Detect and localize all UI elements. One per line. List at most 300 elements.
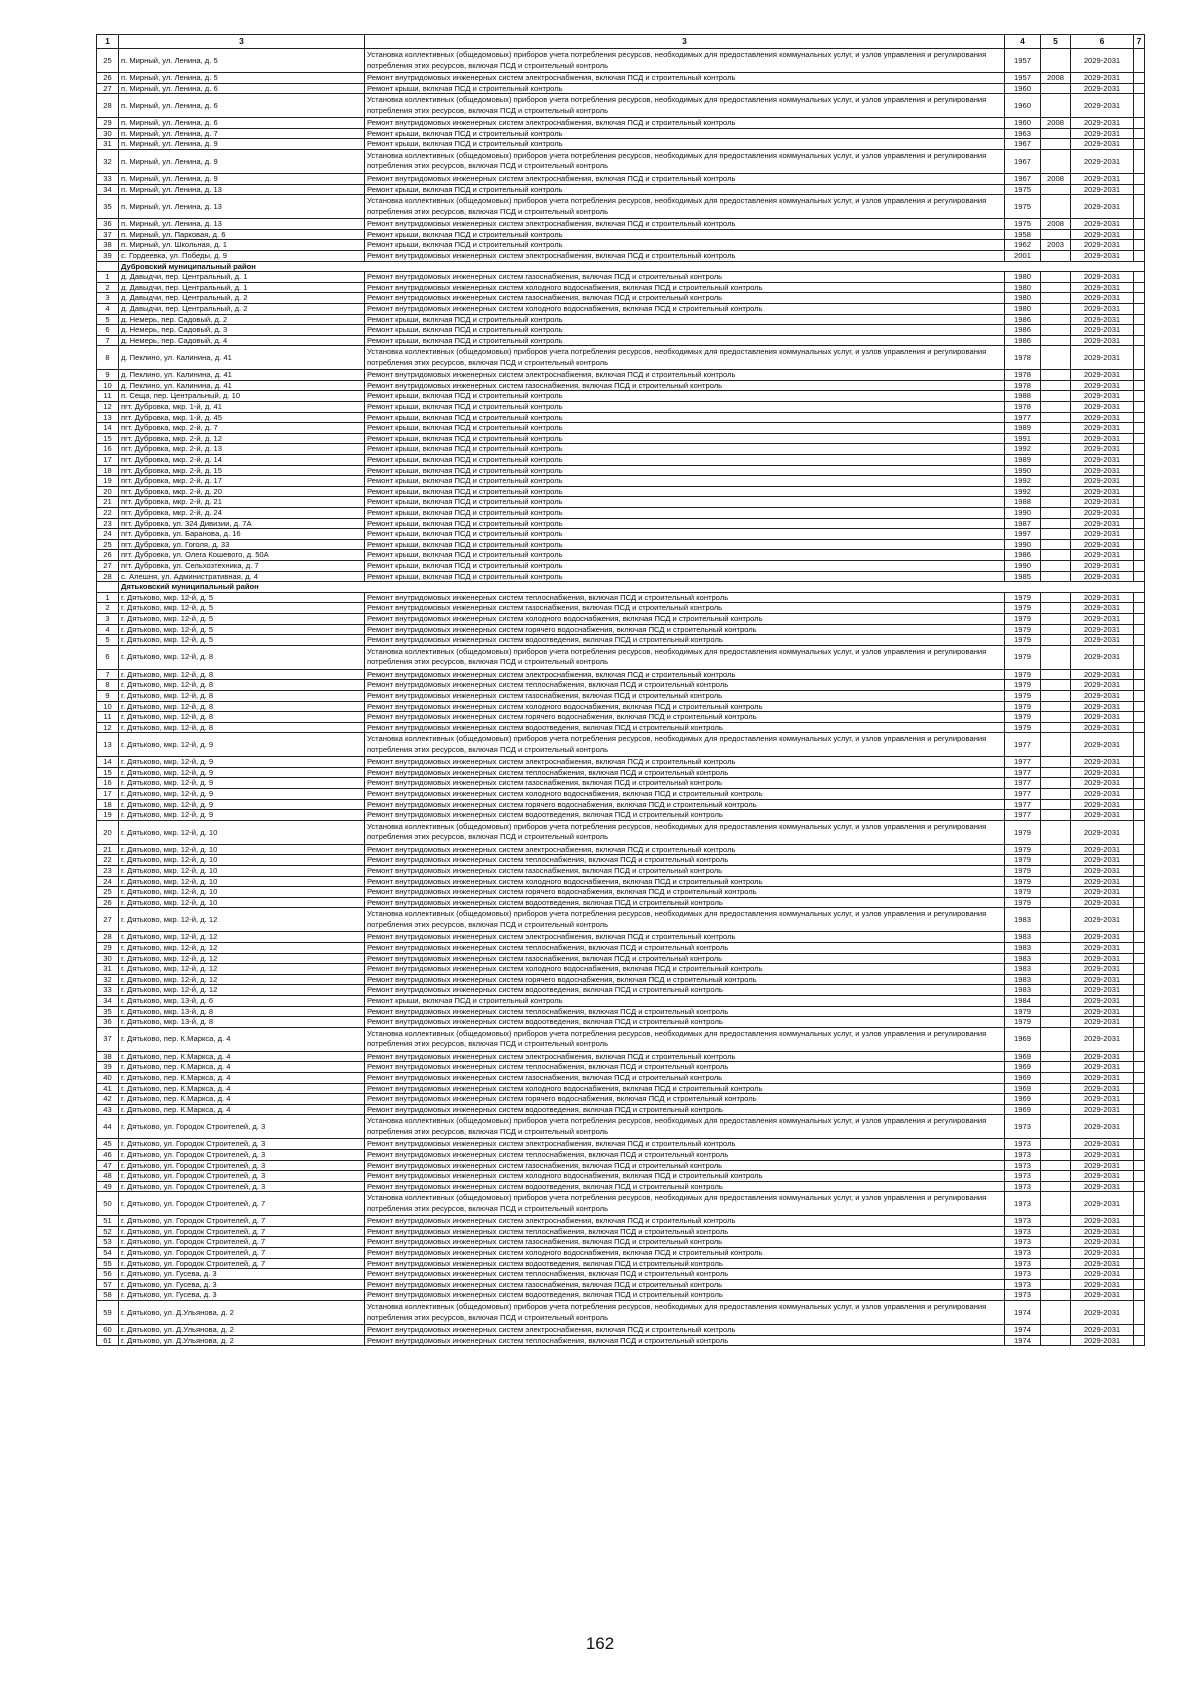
- planned-period: 2029-2031: [1071, 943, 1134, 954]
- work-type: Ремонт крыши, включая ПСД и строительный контроль: [365, 314, 1005, 325]
- planned-period: 2029-2031: [1071, 1325, 1134, 1336]
- planned-period: 2029-2031: [1071, 1139, 1134, 1150]
- row-number: 25: [97, 887, 119, 898]
- address: г. Дятьково, пер. К.Маркса, д. 4: [119, 1051, 365, 1062]
- last-repair-year: [1041, 1335, 1071, 1346]
- work-type: Ремонт внутридомовых инженерных систем холодного водоснабжения, включая ПСД и строительный контроль: [365, 282, 1005, 293]
- planned-period: 2029-2031: [1071, 757, 1134, 768]
- district-title: Дятьковский муниципальный район: [119, 582, 365, 593]
- table-row: [97, 508, 1145, 519]
- row-number: 29: [97, 118, 119, 129]
- build-year: 1975: [1005, 219, 1041, 230]
- address: п. Мирный, ул. Ленина, д. 6: [119, 83, 365, 94]
- work-type: Ремонт крыши, включая ПСД и строительный контроль: [365, 529, 1005, 540]
- row-number: 34: [97, 995, 119, 1006]
- address: п. Мирный, ул. Ленина, д. 13: [119, 219, 365, 230]
- build-year: 1973: [1005, 1149, 1041, 1160]
- build-year: 1983: [1005, 908, 1041, 932]
- last-repair-year: [1041, 139, 1071, 150]
- planned-period: 2029-2031: [1071, 173, 1134, 184]
- build-year: 1960: [1005, 118, 1041, 129]
- address: д. Давыдчи, пер. Центральный, д. 1: [119, 272, 365, 283]
- planned-period: 2029-2031: [1071, 712, 1134, 723]
- row-number: 3: [97, 613, 119, 624]
- row-number: 44: [97, 1115, 119, 1139]
- work-type: Ремонт внутридомовых инженерных систем теплоснабжения, включая ПСД и строительный контроль: [365, 592, 1005, 603]
- work-type: Ремонт внутридомовых инженерных систем газоснабжения, включая ПСД и строительный контроль: [365, 1237, 1005, 1248]
- extra-col: [1134, 346, 1145, 370]
- row-number: 15: [97, 767, 119, 778]
- planned-period: 2029-2031: [1071, 1258, 1134, 1269]
- work-type: Ремонт крыши, включая ПСД и строительный контроль: [365, 508, 1005, 519]
- header-col-5: 5: [1041, 35, 1071, 49]
- extra-col: [1134, 1258, 1145, 1269]
- last-repair-year: [1041, 529, 1071, 540]
- table-row: [97, 314, 1145, 325]
- last-repair-year: [1041, 314, 1071, 325]
- table-row: [97, 1027, 1145, 1051]
- planned-period: 2029-2031: [1071, 139, 1134, 150]
- build-year: 1983: [1005, 943, 1041, 954]
- address: г. Дятьково, мкр. 12-й, д. 12: [119, 974, 365, 985]
- last-repair-year: [1041, 1149, 1071, 1160]
- table-row: [97, 391, 1145, 402]
- table-row: [97, 635, 1145, 646]
- extra-col: [1134, 592, 1145, 603]
- table-row: [97, 820, 1145, 844]
- extra-col: [1134, 219, 1145, 230]
- work-type: Ремонт внутридомовых инженерных систем водоотведения, включая ПСД и строительный контроль: [365, 1258, 1005, 1269]
- address: г. Дятьково, ул. Гусева, д. 3: [119, 1279, 365, 1290]
- address: г. Дятьково, ул. Д.Ульянова, д. 2: [119, 1301, 365, 1325]
- table-row: [97, 690, 1145, 701]
- extra-col: [1134, 83, 1145, 94]
- last-repair-year: [1041, 789, 1071, 800]
- extra-col: [1134, 391, 1145, 402]
- table-row: [97, 897, 1145, 908]
- address: пгт. Дубровка, мкр. 1-й, д. 41: [119, 402, 365, 413]
- row-number: 25: [97, 539, 119, 550]
- row-number: 14: [97, 423, 119, 434]
- row-number: 20: [97, 486, 119, 497]
- table-row: [97, 529, 1145, 540]
- last-repair-year: [1041, 733, 1071, 757]
- extra-col: [1134, 476, 1145, 487]
- extra-col: [1134, 613, 1145, 624]
- build-year: 1977: [1005, 412, 1041, 423]
- planned-period: 2029-2031: [1071, 293, 1134, 304]
- last-repair-year: [1041, 195, 1071, 219]
- extra-col: [1134, 789, 1145, 800]
- planned-period: 2029-2031: [1071, 219, 1134, 230]
- row-number: 57: [97, 1279, 119, 1290]
- table-row: [97, 83, 1145, 94]
- last-repair-year: [1041, 635, 1071, 646]
- table-row: [97, 1269, 1145, 1280]
- last-repair-year: [1041, 1017, 1071, 1028]
- work-type: Установка коллективных (общедомовых) приборов учета потребления ресурсов, необходимых для предоставления коммунальных услуг, и узлов управления и регулирования потребления этих ресурсов, включая ПСД и строительный контроль: [365, 346, 1005, 370]
- planned-period: 2029-2031: [1071, 876, 1134, 887]
- build-year: 1973: [1005, 1192, 1041, 1216]
- build-year: 1973: [1005, 1181, 1041, 1192]
- planned-period: 2029-2031: [1071, 49, 1134, 73]
- address: г. Дятьково, ул. Городок Строителей, д. 7: [119, 1216, 365, 1227]
- address: пгт. Дубровка, мкр. 2-й, д. 7: [119, 423, 365, 434]
- build-year: 1978: [1005, 402, 1041, 413]
- extra-col: [1134, 1083, 1145, 1094]
- extra-col: [1134, 1290, 1145, 1301]
- address: г. Дятьково, мкр. 13-й, д. 6: [119, 995, 365, 1006]
- address: г. Дятьково, ул. Городок Строителей, д. 7: [119, 1237, 365, 1248]
- work-type: Ремонт внутридомовых инженерных систем водоотведения, включая ПСД и строительный контроль: [365, 1181, 1005, 1192]
- build-year: 1975: [1005, 184, 1041, 195]
- extra-col: [1134, 1216, 1145, 1227]
- last-repair-year: [1041, 844, 1071, 855]
- planned-period: 2029-2031: [1071, 402, 1134, 413]
- planned-period: 2029-2031: [1071, 1226, 1134, 1237]
- row-number: 21: [97, 844, 119, 855]
- work-type: Ремонт крыши, включая ПСД и строительный контроль: [365, 571, 1005, 582]
- row-number: 59: [97, 1301, 119, 1325]
- table-row: [97, 943, 1145, 954]
- address: г. Дятьково, ул. Городок Строителей, д. 3: [119, 1115, 365, 1139]
- last-repair-year: [1041, 497, 1071, 508]
- row-number: 13: [97, 412, 119, 423]
- row-number: 35: [97, 1006, 119, 1017]
- planned-period: 2029-2031: [1071, 701, 1134, 712]
- last-repair-year: [1041, 645, 1071, 669]
- planned-period: 2029-2031: [1071, 1027, 1134, 1051]
- table-row: [97, 1139, 1145, 1150]
- planned-period: 2029-2031: [1071, 508, 1134, 519]
- table-row: [97, 370, 1145, 381]
- row-number: 47: [97, 1160, 119, 1171]
- address: г. Дятьково, мкр. 12-й, д. 5: [119, 603, 365, 614]
- planned-period: 2029-2031: [1071, 380, 1134, 391]
- build-year: 1979: [1005, 887, 1041, 898]
- row-number: 35: [97, 195, 119, 219]
- work-type: Ремонт внутридомовых инженерных систем теплоснабжения, включая ПСД и строительный контроль: [365, 1269, 1005, 1280]
- address: г. Дятьково, ул. Городок Строителей, д. 7: [119, 1248, 365, 1259]
- table-row: [97, 964, 1145, 975]
- last-repair-year: [1041, 778, 1071, 789]
- extra-col: [1134, 139, 1145, 150]
- row-number: 20: [97, 820, 119, 844]
- extra-col: [1134, 1062, 1145, 1073]
- last-repair-year: [1041, 1104, 1071, 1115]
- planned-period: 2029-2031: [1071, 412, 1134, 423]
- table-row: [97, 995, 1145, 1006]
- header-col-4: 4: [1005, 35, 1041, 49]
- extra-col: [1134, 314, 1145, 325]
- planned-period: 2029-2031: [1071, 476, 1134, 487]
- planned-period: 2029-2031: [1071, 855, 1134, 866]
- planned-period: 2029-2031: [1071, 314, 1134, 325]
- last-repair-year: [1041, 571, 1071, 582]
- row-number: 27: [97, 83, 119, 94]
- planned-period: 2029-2031: [1071, 195, 1134, 219]
- planned-period: 2029-2031: [1071, 1248, 1134, 1259]
- planned-period: 2029-2031: [1071, 613, 1134, 624]
- address: пгт. Дубровка, мкр. 2-й, д. 14: [119, 455, 365, 466]
- extra-col: [1134, 1335, 1145, 1346]
- extra-col: [1134, 128, 1145, 139]
- build-year: 1978: [1005, 380, 1041, 391]
- table-header-row: [97, 35, 1145, 49]
- address: д. Пеклино, ул. Калинина, д. 41: [119, 370, 365, 381]
- extra-col: [1134, 645, 1145, 669]
- table-row: [97, 1216, 1145, 1227]
- row-number: 14: [97, 757, 119, 768]
- address: г. Дятьково, мкр. 12-й, д. 12: [119, 908, 365, 932]
- work-type: Ремонт внутридомовых инженерных систем горячего водоснабжения, включая ПСД и строительный контроль: [365, 624, 1005, 635]
- build-year: 1973: [1005, 1237, 1041, 1248]
- build-year: 1967: [1005, 173, 1041, 184]
- last-repair-year: [1041, 810, 1071, 821]
- build-year: 1986: [1005, 325, 1041, 336]
- last-repair-year: [1041, 250, 1071, 261]
- work-type: Ремонт внутридомовых инженерных систем теплоснабжения, включая ПСД и строительный контроль: [365, 1226, 1005, 1237]
- address: г. Дятьково, мкр. 12-й, д. 9: [119, 757, 365, 768]
- extra-col: [1134, 1094, 1145, 1105]
- planned-period: 2029-2031: [1071, 391, 1134, 402]
- row-number: 23: [97, 866, 119, 877]
- address: п. Мирный, ул. Ленина, д. 13: [119, 184, 365, 195]
- address: г. Дятьково, мкр. 13-й, д. 8: [119, 1017, 365, 1028]
- extra-col: [1134, 701, 1145, 712]
- planned-period: 2029-2031: [1071, 1115, 1134, 1139]
- last-repair-year: [1041, 908, 1071, 932]
- last-repair-year: [1041, 613, 1071, 624]
- address: г. Дятьково, ул. Гусева, д. 3: [119, 1269, 365, 1280]
- last-repair-year: [1041, 866, 1071, 877]
- row-number: 18: [97, 799, 119, 810]
- last-repair-year: [1041, 887, 1071, 898]
- table-row: [97, 669, 1145, 680]
- planned-period: 2029-2031: [1071, 83, 1134, 94]
- extra-col: [1134, 908, 1145, 932]
- work-type: Ремонт крыши, включая ПСД и строительный контроль: [365, 412, 1005, 423]
- planned-period: 2029-2031: [1071, 932, 1134, 943]
- table-row: [97, 346, 1145, 370]
- work-type: Ремонт внутридомовых инженерных систем холодного водоснабжения, включая ПСД и строительный контроль: [365, 701, 1005, 712]
- row-number: 26: [97, 73, 119, 84]
- extra-col: [1134, 943, 1145, 954]
- row-number: 19: [97, 476, 119, 487]
- build-year: 1963: [1005, 128, 1041, 139]
- build-year: 1980: [1005, 272, 1041, 283]
- table-row: [97, 240, 1145, 251]
- build-year: 1962: [1005, 240, 1041, 251]
- last-repair-year: [1041, 722, 1071, 733]
- extra-col: [1134, 1301, 1145, 1325]
- extra-col: [1134, 897, 1145, 908]
- table-row: [97, 1192, 1145, 1216]
- address: г. Дятьково, ул. Городок Строителей, д. 3: [119, 1171, 365, 1182]
- extra-col: [1134, 184, 1145, 195]
- planned-period: 2029-2031: [1071, 887, 1134, 898]
- work-type: Ремонт внутридомовых инженерных систем электроснабжения, включая ПСД и строительный контроль: [365, 370, 1005, 381]
- table-row: [97, 866, 1145, 877]
- address: г. Дятьково, мкр. 13-й, д. 8: [119, 1006, 365, 1017]
- build-year: 1979: [1005, 1006, 1041, 1017]
- last-repair-year: [1041, 1139, 1071, 1150]
- build-year: 1990: [1005, 465, 1041, 476]
- table-row: [97, 844, 1145, 855]
- last-repair-year: [1041, 1279, 1071, 1290]
- table-row: [97, 303, 1145, 314]
- address: г. Дятьково, мкр. 12-й, д. 9: [119, 778, 365, 789]
- planned-period: 2029-2031: [1071, 635, 1134, 646]
- work-type: Ремонт крыши, включая ПСД и строительный контроль: [365, 497, 1005, 508]
- build-year: 1957: [1005, 73, 1041, 84]
- work-type: Ремонт внутридомовых инженерных систем газоснабжения, включая ПСД и строительный контроль: [365, 1279, 1005, 1290]
- table-row: [97, 139, 1145, 150]
- work-type: Ремонт внутридомовых инженерных систем электроснабжения, включая ПСД и строительный контроль: [365, 1216, 1005, 1227]
- district-fill: [365, 261, 1145, 272]
- last-repair-year: [1041, 995, 1071, 1006]
- last-repair-year: [1041, 624, 1071, 635]
- address: г. Дятьково, мкр. 12-й, д. 8: [119, 701, 365, 712]
- work-type: Ремонт внутридомовых инженерных систем водоотведения, включая ПСД и строительный контроль: [365, 1104, 1005, 1115]
- table-row: [97, 1181, 1145, 1192]
- address: г. Дятьково, пер. К.Маркса, д. 4: [119, 1094, 365, 1105]
- table-row: [97, 293, 1145, 304]
- district-spacer: [97, 582, 119, 593]
- address: г. Дятьково, мкр. 12-й, д. 5: [119, 592, 365, 603]
- row-number: 7: [97, 335, 119, 346]
- build-year: 1979: [1005, 712, 1041, 723]
- planned-period: 2029-2031: [1071, 325, 1134, 336]
- address: г. Дятьково, мкр. 12-й, д. 10: [119, 876, 365, 887]
- table-row: [97, 932, 1145, 943]
- row-number: 6: [97, 325, 119, 336]
- work-type: Ремонт крыши, включая ПСД и строительный контроль: [365, 465, 1005, 476]
- planned-period: 2029-2031: [1071, 229, 1134, 240]
- build-year: 1990: [1005, 508, 1041, 519]
- last-repair-year: [1041, 229, 1071, 240]
- row-number: 11: [97, 712, 119, 723]
- address: г. Дятьково, мкр. 12-й, д. 10: [119, 844, 365, 855]
- work-type: Установка коллективных (общедомовых) приборов учета потребления ресурсов, необходимых для предоставления коммунальных услуг, и узлов управления и регулирования потребления этих ресурсов, включая ПСД и строительный контроль: [365, 1027, 1005, 1051]
- planned-period: 2029-2031: [1071, 1160, 1134, 1171]
- work-type: Ремонт внутридомовых инженерных систем электроснабжения, включая ПСД и строительный контроль: [365, 1325, 1005, 1336]
- work-type: Ремонт крыши, включая ПСД и строительный контроль: [365, 335, 1005, 346]
- table-row: [97, 624, 1145, 635]
- work-type: Ремонт внутридомовых инженерных систем газоснабжения, включая ПСД и строительный контроль: [365, 1072, 1005, 1083]
- build-year: 1991: [1005, 433, 1041, 444]
- build-year: 1980: [1005, 282, 1041, 293]
- extra-col: [1134, 94, 1145, 118]
- planned-period: 2029-2031: [1071, 603, 1134, 614]
- work-type: Установка коллективных (общедомовых) приборов учета потребления ресурсов, необходимых для предоставления коммунальных услуг, и узлов управления и регулирования потребления этих ресурсов, включая ПСД и строительный контроль: [365, 94, 1005, 118]
- work-type: Ремонт крыши, включая ПСД и строительный контроль: [365, 518, 1005, 529]
- table-row: [97, 1301, 1145, 1325]
- build-year: 1973: [1005, 1171, 1041, 1182]
- extra-col: [1134, 303, 1145, 314]
- address: д. Пеклино, ул. Калинина, д. 41: [119, 346, 365, 370]
- row-number: 38: [97, 1051, 119, 1062]
- table-row: [97, 789, 1145, 800]
- address: пгт. Дубровка, ул. Гоголя, д. 33: [119, 539, 365, 550]
- build-year: 1974: [1005, 1335, 1041, 1346]
- extra-col: [1134, 1192, 1145, 1216]
- table-row: [97, 1160, 1145, 1171]
- row-number: 21: [97, 497, 119, 508]
- address: г. Дятьково, мкр. 12-й, д. 10: [119, 866, 365, 877]
- planned-period: 2029-2031: [1071, 844, 1134, 855]
- extra-col: [1134, 118, 1145, 129]
- row-number: 4: [97, 303, 119, 314]
- table-row: [97, 402, 1145, 413]
- build-year: 1986: [1005, 314, 1041, 325]
- address: г. Дятьково, мкр. 12-й, д. 10: [119, 897, 365, 908]
- planned-period: 2029-2031: [1071, 346, 1134, 370]
- build-year: 1979: [1005, 680, 1041, 691]
- row-number: 1: [97, 272, 119, 283]
- build-year: 1979: [1005, 876, 1041, 887]
- address: г. Дятьково, мкр. 12-й, д. 10: [119, 820, 365, 844]
- last-repair-year: 2008: [1041, 173, 1071, 184]
- row-number: 28: [97, 571, 119, 582]
- last-repair-year: [1041, 391, 1071, 402]
- work-type: Ремонт внутридомовых инженерных систем электроснабжения, включая ПСД и строительный контроль: [365, 1051, 1005, 1062]
- work-type: Ремонт крыши, включая ПСД и строительный контроль: [365, 995, 1005, 1006]
- work-type: Ремонт крыши, включая ПСД и строительный контроль: [365, 83, 1005, 94]
- planned-period: 2029-2031: [1071, 272, 1134, 283]
- row-number: 51: [97, 1216, 119, 1227]
- build-year: 1977: [1005, 767, 1041, 778]
- address: г. Дятьково, ул. Городок Строителей, д. 3: [119, 1181, 365, 1192]
- build-year: 1969: [1005, 1094, 1041, 1105]
- table-row: [97, 94, 1145, 118]
- last-repair-year: [1041, 293, 1071, 304]
- work-type: Установка коллективных (общедомовых) приборов учета потребления ресурсов, необходимых для предоставления коммунальных услуг, и узлов управления и регулирования потребления этих ресурсов, включая ПСД и строительный контроль: [365, 1301, 1005, 1325]
- extra-col: [1134, 444, 1145, 455]
- address: пгт. Дубровка, мкр. 2-й, д. 20: [119, 486, 365, 497]
- last-repair-year: [1041, 1027, 1071, 1051]
- build-year: 1980: [1005, 293, 1041, 304]
- build-year: 1969: [1005, 1062, 1041, 1073]
- last-repair-year: [1041, 128, 1071, 139]
- last-repair-year: [1041, 953, 1071, 964]
- extra-col: [1134, 250, 1145, 261]
- last-repair-year: [1041, 1062, 1071, 1073]
- table-row: [97, 887, 1145, 898]
- row-number: 26: [97, 550, 119, 561]
- extra-col: [1134, 433, 1145, 444]
- address: г. Дятьково, мкр. 12-й, д. 5: [119, 635, 365, 646]
- last-repair-year: [1041, 799, 1071, 810]
- build-year: 1973: [1005, 1216, 1041, 1227]
- row-number: 16: [97, 444, 119, 455]
- build-year: 1979: [1005, 897, 1041, 908]
- extra-col: [1134, 712, 1145, 723]
- row-number: 8: [97, 346, 119, 370]
- table-row: [97, 876, 1145, 887]
- extra-col: [1134, 380, 1145, 391]
- build-year: 1989: [1005, 455, 1041, 466]
- address: г. Дятьково, ул. Д.Ульянова, д. 2: [119, 1335, 365, 1346]
- work-type: Ремонт внутридомовых инженерных систем холодного водоснабжения, включая ПСД и строительный контроль: [365, 964, 1005, 975]
- address: с. Алешня, ул. Административная, д. 4: [119, 571, 365, 582]
- planned-period: 2029-2031: [1071, 518, 1134, 529]
- work-type: Ремонт внутридомовых инженерных систем теплоснабжения, включая ПСД и строительный контроль: [365, 1149, 1005, 1160]
- build-year: 1969: [1005, 1072, 1041, 1083]
- last-repair-year: [1041, 476, 1071, 487]
- last-repair-year: [1041, 1072, 1071, 1083]
- planned-period: 2029-2031: [1071, 1083, 1134, 1094]
